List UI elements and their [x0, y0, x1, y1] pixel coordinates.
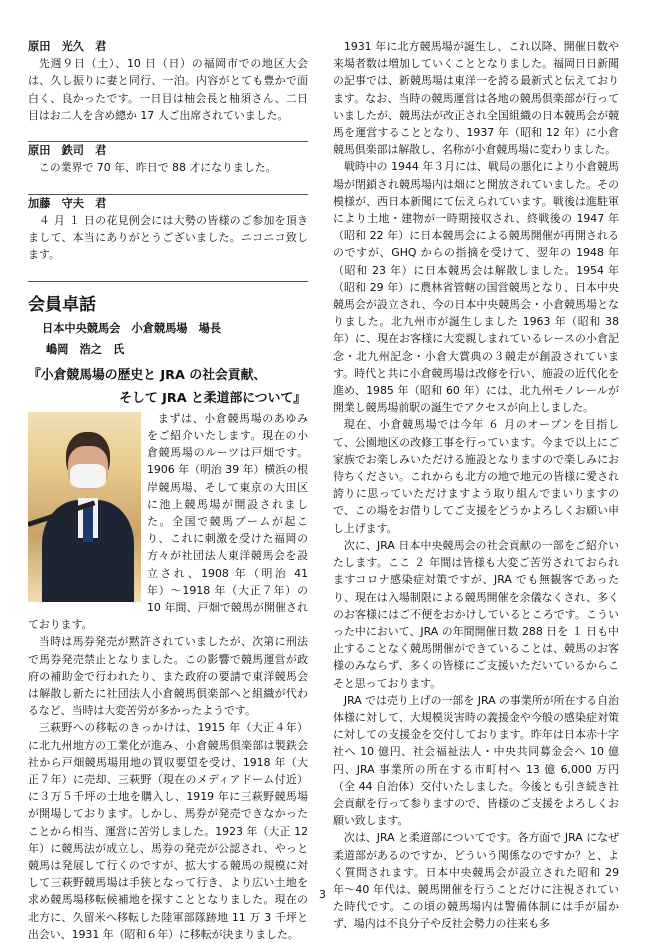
talk-paragraph-1: まずは、小倉競馬場のあゆみをご紹介いたします。現在の小倉競馬場のルーツは戸畑です。1906 年（明治 39 年）横浜の根岸競馬場、そして東京の大田区に池上競馬場が開設されました。全国で競馬ブームが起こり、これに刺激を受けた福岡の方々が社団法人東洋競馬会を設立され、1908 年（明治 41 年）〜1918 年（大正７年）の 10 年間、戸畑で競馬が開催されております。 [28, 411, 308, 632]
talk-paragraph-3: 三萩野への移転のきっかけは、1915 年（大正４年）に北九州地方の工業化が進み、小倉競馬倶楽部は製鉄会社から戸畑競馬場用地の買収要望を受け、1918 年（大正７年）に売却、三萩野（現在のメディアドーム付近）に３万５千坪の土地を購入し、1919 年に三萩野競馬場が開場しております。しかし、馬券が発売できなかったことから相当、運営に苦労しました。1923 年（大正 12 年）に競馬法が成立し、馬券の発売が公認され、やっと競馬は発展して行くのですが、拡大する競馬の規模に対して三萩野競馬場は手狭となって行き、より広い土地を求め競馬場移転候補地を探すこととなりました。現在の北方に、久留米へ移転した陸軍部隊跡地 11 万 3 千坪と出会い、1931 年（昭和６年）に移転が決まりました。 [28, 721, 308, 941]
left-column [28, 38, 308, 943]
divider [28, 264, 308, 282]
talk-paragraph-4: 1931 年に北方競馬場が誕生し、これ以降、開催日数や来場者数は増加していくこととなりました。福岡日日新聞の記事では、新競馬場は東洋一を誇る最新式と伝えております。なお、当時の競馬運営は各地の競馬倶楽部が行っていましたが、競馬法が改正され全国組織の日本競馬会が競馬を運営することとなり、1937 年（昭和 12 年）に小倉競馬倶楽部は解散し、名称が小倉競馬場に変わりました。 [333, 40, 619, 157]
member-comment-3: ４ 月 １ 日の花見例会には大勢の皆様のご参加を頂きまして、本当にありがとうございました。ニコニコ致します。 [28, 214, 308, 262]
member-name-1: 原田 光久 君 [28, 40, 107, 53]
right-column [333, 38, 619, 933]
member-name-2: 原田 鉄司 君 [28, 144, 107, 158]
divider [28, 124, 308, 142]
talk-paragraph-7: 次に、JRA 日本中央競馬会の社会貢献の一部をご紹介いたします。ここ ２ 年間は皆様も大変ご苦労されておられますコロナ感染症対策ですが、JRA でも無観客であったり、現在は入場制限による競馬開催を余儀なくされ、多くのお客様にはご不便をおかけしているところです。こういった中において、JRA の年間開催日数 288 日を １ 日も中止することなく競馬開催ができていることは、競馬のお客様のみならず、多くの皆様にご支援いただいているからこそと思っております。 [333, 538, 619, 690]
page-number: 3 [319, 888, 326, 901]
speaker-affiliation: 日本中央競馬会 小倉競馬場 場長 [42, 321, 222, 335]
speaker-photo [28, 412, 141, 602]
talk-paragraph-8: JRA では売り上げの一部を JRA の事業所が所在する自治体様に対して、大規模災害時の義援金や今般の感染症対策に対しての支援金を交付しております。昨年は日本赤十字社へ 10 億円、社会福祉法人・中央共同募金会へ 10 億円、JRA 事業所の所在する市町村へ 13 億 6,000 万円（全 44 自治体）交付いたしました。今後とも引き続き社会貢献を行って参りますので、皆様のご支援をよろしくお願い致します。 [333, 693, 619, 828]
talk-title-line-2: そして JRA と柔道部について』 [119, 390, 306, 406]
talk-paragraph-6: 現在、小倉競馬場では今年 ６ 月のオープンを目指して、公園地区の改修工事を行っています。今まで以上にご家族でお楽しみいただける施設となりますので楽しみにお待ちください。これからも北方の地で地元の皆様に愛され誇りに思っていただけますよう取り組んでまいりますので、この場をお借りしてご支援をどうかよろしくお願い申し上げます。 [333, 418, 619, 535]
talk-paragraph-5: 戦時中の 1944 年３月には、戦局の悪化により小倉競馬場が閉鎖され競馬場内は畑にと開放されていました。その模様が、西日本新聞にて伝えられています。戦後は進駐軍により土地・建物が一時期接収され、終戦後の 1947 年（昭和 22 年）に日本競馬会による競馬開催が再開されるのですが、GHQ からの指摘を受けて、翌年の 1948 年（昭和 23 年）に日本競馬会は解散しました。1954 年（昭和 29 年）に農林省管轄の国営競馬となり、日本中央競馬会が設立され、今の日本中央競馬会・小倉競馬場となりました。北九州市が誕生しました 1963 年（昭和 38 年）に、現在お客様に大変親しまれているレースの小倉記念・北九州記念・小倉大賞典の３競走が創設されています。時代と共に小倉競馬場は改修を行い、施設の近代化を進め、1985 年（昭和 60 年）には、北九州モノレールが開業し競馬場前駅の誕生でアクセスが向上しました。 [333, 160, 619, 415]
divider [28, 177, 308, 195]
member-comment-2: この業界で 70 年、昨日で 88 才になりました。 [38, 161, 277, 175]
member-comment-1: 先週９日（土）、10 日（日）の福岡市での地区大会は、久し振りに妻と同行、一泊。内容がとても豊かで面白く、良かったです。一日目は柚会長と柚須さん、二日目はお二人を含め總か 17 人ご出席されていました。 [28, 57, 308, 122]
talk-paragraph-9: 次は、JRA と柔道部についてです。各方面で JRA になぜ柔道部があるのですか、どういう関係なのですか？と、よく質問されます。日本中央競馬会が設立された昭和 29 年〜40 年代は、競馬開催を行うことだけに注視されていた時代です。この頃の競馬場内は警備体制には手が届かず、場内は不良分子や反社会勢力の往来も多 [333, 831, 619, 931]
talk-title-line-1: 『小倉競馬場の歴史と JRA の社会貢献、 [28, 367, 267, 383]
member-name-3: 加藤 守夫 君 [28, 196, 107, 210]
speaker-name: 嶋岡 浩之 氏 [46, 342, 125, 356]
section-title: 会員卓話 [28, 294, 96, 315]
talk-paragraph-2: 当時は馬券発売が黙許されていましたが、次第に刑法で馬券発売禁止となりました。この影響で競馬運営が政府の補助金で行われたり、また政府の要請で東洋競馬会は解散し新たに社団法人小倉競馬倶楽部へと組織が代わるなど、当時は大変苦労が多かったようです。 [28, 635, 308, 718]
